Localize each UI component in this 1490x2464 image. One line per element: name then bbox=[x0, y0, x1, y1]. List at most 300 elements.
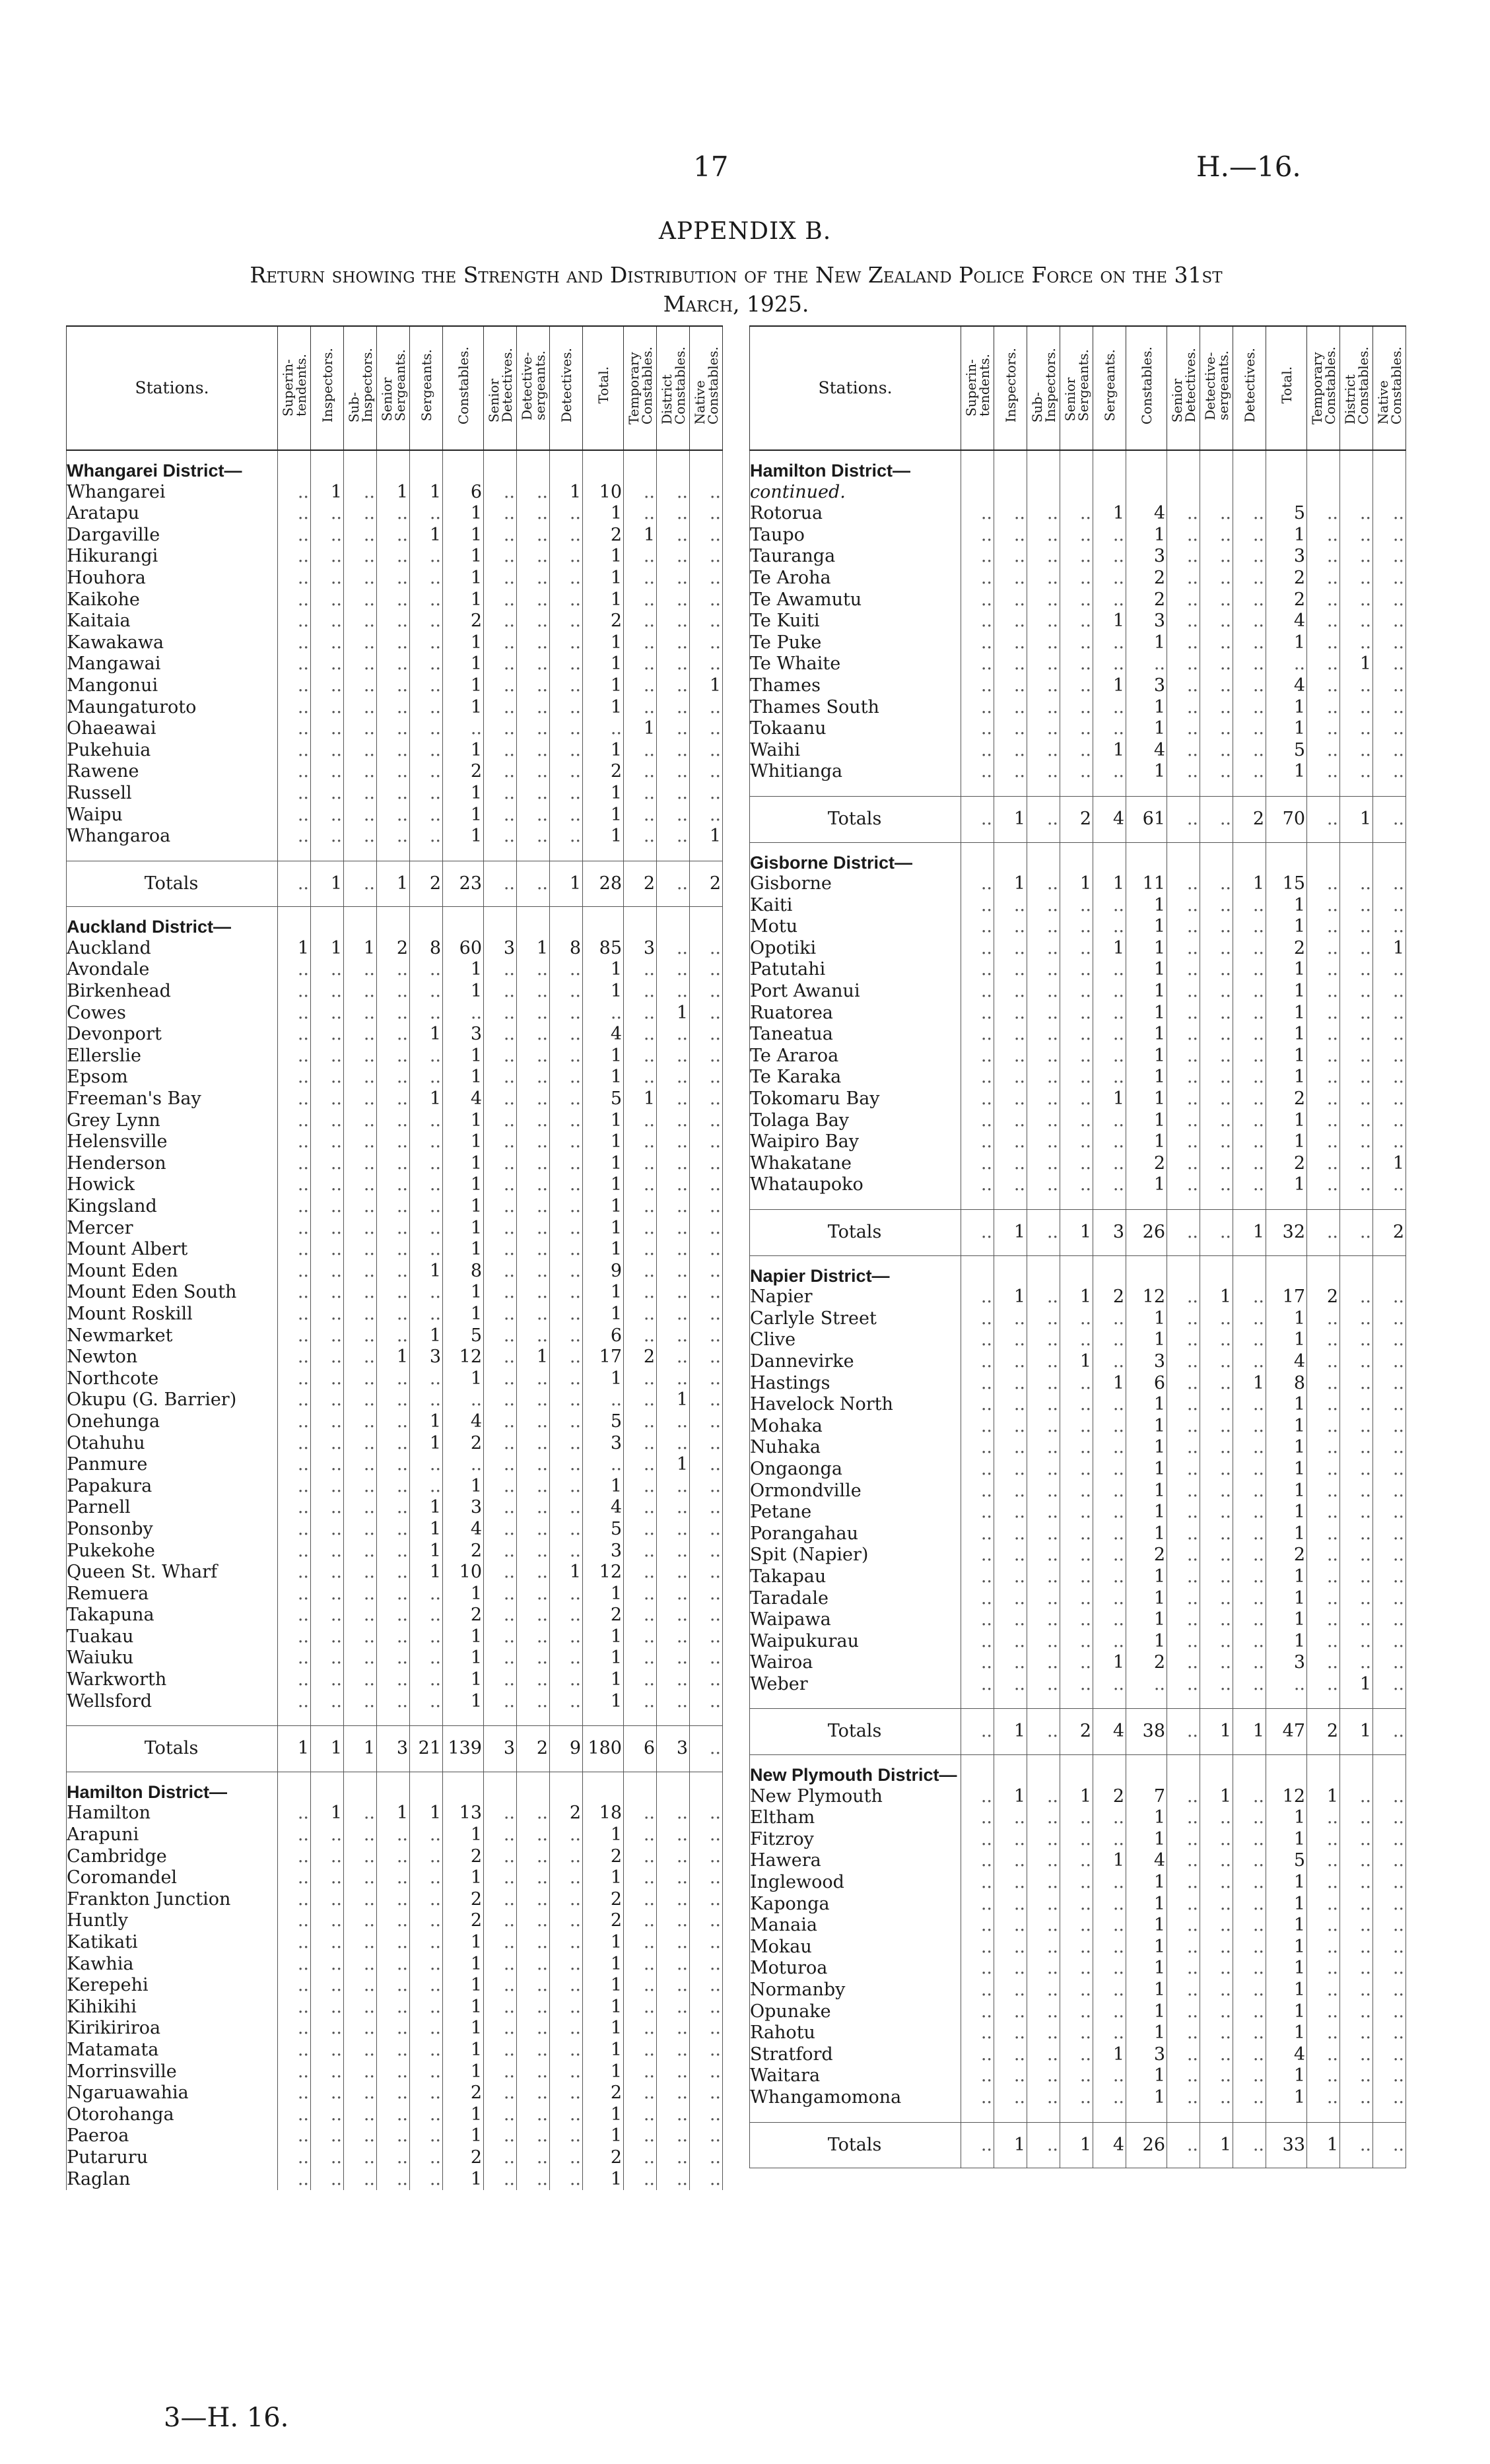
count-cell: 1 bbox=[443, 546, 484, 568]
count-cell: 2 bbox=[443, 1541, 484, 1562]
column-header bbox=[690, 326, 723, 450]
count-cell: .. bbox=[484, 1605, 517, 1626]
count-cell: .. bbox=[690, 2018, 723, 2040]
count-cell: .. bbox=[690, 1997, 723, 2018]
count-cell: .. bbox=[377, 697, 410, 719]
count-cell: 1 bbox=[1093, 740, 1126, 762]
count-cell: .. bbox=[624, 1024, 657, 1046]
count-cell: .. bbox=[1167, 503, 1200, 525]
count-cell: .. bbox=[377, 1153, 410, 1175]
count-cell: .. bbox=[550, 805, 583, 826]
count-cell: .. bbox=[311, 1691, 344, 1713]
count-cell: .. bbox=[624, 1975, 657, 1997]
count-cell: .. bbox=[624, 959, 657, 981]
count-cell: .. bbox=[624, 1824, 657, 1846]
station-name: Whangamomona bbox=[750, 2087, 961, 2109]
count-cell: .. bbox=[311, 1648, 344, 1669]
count-cell: .. bbox=[961, 1210, 994, 1256]
count-cell: .. bbox=[484, 2104, 517, 2126]
count-cell: .. bbox=[1027, 653, 1060, 675]
count-cell: .. bbox=[1233, 611, 1266, 632]
count-cell: .. bbox=[377, 1648, 410, 1669]
count-cell: .. bbox=[278, 1261, 311, 1282]
spacer-cell bbox=[1233, 783, 1266, 797]
count-cell: .. bbox=[690, 1131, 723, 1153]
count-cell: .. bbox=[1200, 1046, 1233, 1067]
station-row bbox=[750, 1566, 1406, 1588]
spacer-cell bbox=[994, 783, 1027, 797]
spacer-cell bbox=[1373, 1196, 1406, 1210]
count-cell: .. bbox=[311, 611, 344, 632]
column-header bbox=[994, 326, 1027, 450]
count-cell: .. bbox=[657, 525, 690, 547]
spacer-cell bbox=[1373, 1695, 1406, 1709]
count-cell: 1 bbox=[1126, 1872, 1167, 1894]
count-cell: .. bbox=[278, 1846, 311, 1868]
count-cell: .. bbox=[1027, 1609, 1060, 1631]
count-cell: .. bbox=[1060, 1131, 1093, 1153]
count-cell bbox=[1200, 1255, 1233, 1286]
count-cell: 1 bbox=[1126, 1807, 1167, 1829]
count-cell: 1 bbox=[1266, 1829, 1307, 1851]
count-cell: .. bbox=[278, 675, 311, 697]
count-cell: .. bbox=[690, 1347, 723, 1368]
count-cell: .. bbox=[994, 1652, 1027, 1674]
count-cell: .. bbox=[961, 1153, 994, 1175]
count-cell: .. bbox=[1060, 1003, 1093, 1024]
count-cell: .. bbox=[1340, 895, 1373, 917]
column-header-label: Sergeants. bbox=[1101, 349, 1118, 422]
count-cell: .. bbox=[690, 1110, 723, 1132]
count-cell: .. bbox=[344, 1476, 377, 1498]
count-cell: .. bbox=[550, 1583, 583, 1605]
count-cell: 2 bbox=[583, 611, 624, 632]
count-cell: .. bbox=[961, 1566, 994, 1588]
count-cell bbox=[1200, 842, 1233, 873]
count-cell: .. bbox=[1167, 1329, 1200, 1351]
count-cell: .. bbox=[1233, 916, 1266, 938]
station-name: Waipu bbox=[67, 805, 278, 826]
count-cell: .. bbox=[410, 1867, 443, 1889]
count-cell bbox=[1126, 482, 1167, 504]
count-cell: .. bbox=[1233, 1894, 1266, 1915]
count-cell: .. bbox=[1307, 1523, 1340, 1545]
count-cell: .. bbox=[1027, 1437, 1060, 1459]
count-cell: .. bbox=[624, 2169, 657, 2191]
count-cell: .. bbox=[311, 1583, 344, 1605]
spacer-cell bbox=[657, 1712, 690, 1726]
count-cell: .. bbox=[278, 718, 311, 740]
count-cell: .. bbox=[311, 1932, 344, 1954]
count-cell: .. bbox=[484, 1131, 517, 1153]
count-cell: .. bbox=[1060, 1174, 1093, 1196]
count-cell: .. bbox=[278, 611, 311, 632]
count-cell: 2 bbox=[1126, 1153, 1167, 1175]
station-row bbox=[67, 2040, 723, 2061]
station-name: Takapau bbox=[750, 1566, 961, 1588]
count-cell: .. bbox=[344, 1910, 377, 1932]
column-header bbox=[1126, 326, 1167, 450]
count-cell: .. bbox=[550, 503, 583, 525]
count-cell bbox=[1060, 450, 1093, 482]
station-row bbox=[750, 1980, 1406, 2001]
count-cell: .. bbox=[377, 1997, 410, 2018]
count-cell: 1 bbox=[517, 938, 550, 960]
count-cell: .. bbox=[1340, 1351, 1373, 1373]
count-cell: 1 bbox=[583, 805, 624, 826]
count-cell: .. bbox=[278, 1347, 311, 1368]
count-cell: .. bbox=[1200, 1459, 1233, 1481]
count-cell: 1 bbox=[443, 1954, 484, 1976]
count-cell: 4 bbox=[1093, 1709, 1126, 1755]
count-cell: .. bbox=[410, 1954, 443, 1976]
count-cell: 4 bbox=[1126, 503, 1167, 525]
count-cell: .. bbox=[1200, 1024, 1233, 1046]
count-cell: .. bbox=[1027, 1003, 1060, 1024]
count-cell: .. bbox=[1093, 1980, 1126, 2001]
count-cell: .. bbox=[690, 718, 723, 740]
station-row bbox=[67, 1519, 723, 1541]
count-cell: .. bbox=[344, 1003, 377, 1024]
count-cell: .. bbox=[994, 1153, 1027, 1175]
count-cell: .. bbox=[484, 1024, 517, 1046]
count-cell: 1 bbox=[1126, 2065, 1167, 2087]
spacer-cell bbox=[1093, 2109, 1126, 2123]
count-cell: .. bbox=[278, 1889, 311, 1911]
count-cell: .. bbox=[410, 589, 443, 611]
count-cell: .. bbox=[690, 1261, 723, 1282]
station-name: Hikurangi bbox=[67, 546, 278, 568]
count-cell: .. bbox=[657, 2040, 690, 2061]
count-cell: .. bbox=[1027, 1046, 1060, 1067]
station-name: Cowes bbox=[67, 1003, 278, 1024]
station-row bbox=[750, 1003, 1406, 1024]
count-cell: .. bbox=[311, 1304, 344, 1325]
count-cell: .. bbox=[550, 1975, 583, 1997]
count-cell: .. bbox=[1093, 1351, 1126, 1373]
count-cell: .. bbox=[1093, 653, 1126, 675]
count-cell: .. bbox=[657, 1218, 690, 1240]
station-row bbox=[750, 1046, 1406, 1067]
count-cell: .. bbox=[550, 1867, 583, 1889]
station-row bbox=[67, 1626, 723, 1648]
count-cell: .. bbox=[484, 1454, 517, 1476]
count-cell: .. bbox=[961, 1545, 994, 1566]
station-row bbox=[67, 1824, 723, 1846]
spacer-cell bbox=[1307, 783, 1340, 797]
count-cell: .. bbox=[657, 653, 690, 675]
count-cell: .. bbox=[410, 1067, 443, 1088]
count-cell: .. bbox=[410, 1583, 443, 1605]
count-cell: .. bbox=[377, 1824, 410, 1846]
count-cell: 1 bbox=[583, 2104, 624, 2126]
count-cell: .. bbox=[278, 1088, 311, 1110]
count-cell: 1 bbox=[443, 805, 484, 826]
count-cell: .. bbox=[690, 1196, 723, 1218]
count-cell: .. bbox=[1307, 1088, 1340, 1110]
column-header-label: Total. bbox=[1278, 366, 1295, 404]
count-cell: .. bbox=[624, 611, 657, 632]
count-cell: .. bbox=[690, 1824, 723, 1846]
station-row bbox=[750, 546, 1406, 568]
count-cell: 1 bbox=[1233, 873, 1266, 895]
count-cell: .. bbox=[410, 1824, 443, 1846]
station-row bbox=[750, 2022, 1406, 2044]
count-cell: .. bbox=[377, 675, 410, 697]
station-row bbox=[67, 761, 723, 783]
count-cell: .. bbox=[344, 2104, 377, 2126]
count-cell: 1 bbox=[1266, 1046, 1307, 1067]
station-name: Mount Eden South bbox=[67, 1282, 278, 1304]
count-cell: 2 bbox=[1307, 1709, 1340, 1755]
count-cell: 1 bbox=[1126, 1110, 1167, 1132]
count-cell: .. bbox=[624, 826, 657, 848]
count-cell: .. bbox=[1373, 2044, 1406, 2066]
count-cell: .. bbox=[1233, 718, 1266, 740]
count-cell: .. bbox=[1167, 873, 1200, 895]
count-cell: 1 bbox=[1266, 2087, 1307, 2109]
count-cell: .. bbox=[690, 1910, 723, 1932]
count-cell: .. bbox=[994, 1394, 1027, 1416]
count-cell: .. bbox=[1307, 1566, 1340, 1588]
count-cell: .. bbox=[377, 1867, 410, 1889]
station-name: Stratford bbox=[750, 2044, 961, 2066]
count-cell: .. bbox=[1233, 1786, 1266, 1808]
count-cell: .. bbox=[624, 1889, 657, 1911]
count-cell: .. bbox=[1373, 1894, 1406, 1915]
station-name: Eltham bbox=[750, 1807, 961, 1829]
count-cell: .. bbox=[1200, 525, 1233, 547]
station-name: Kaiti bbox=[750, 895, 961, 917]
spacer-cell bbox=[1126, 2109, 1167, 2123]
station-name: Gisborne bbox=[750, 873, 961, 895]
station-name: Kirikiriroa bbox=[67, 2018, 278, 2040]
count-cell: .. bbox=[344, 1411, 377, 1433]
spacer-cell bbox=[1373, 2109, 1406, 2123]
count-cell: .. bbox=[624, 1519, 657, 1541]
station-name: Napier bbox=[750, 1286, 961, 1308]
count-cell: 10 bbox=[443, 1562, 484, 1583]
count-cell: .. bbox=[550, 761, 583, 783]
count-cell: .. bbox=[1200, 546, 1233, 568]
station-row bbox=[67, 503, 723, 525]
count-cell: .. bbox=[1060, 1308, 1093, 1330]
count-cell: .. bbox=[657, 1910, 690, 1932]
count-cell: .. bbox=[550, 1110, 583, 1132]
station-row bbox=[750, 1502, 1406, 1523]
count-cell: .. bbox=[517, 1541, 550, 1562]
count-cell: .. bbox=[657, 1997, 690, 2018]
station-row bbox=[67, 1347, 723, 1368]
count-cell: 1 bbox=[994, 1709, 1027, 1755]
count-cell: .. bbox=[484, 2169, 517, 2191]
count-cell: 1 bbox=[994, 796, 1027, 842]
count-cell: 1 bbox=[1126, 1609, 1167, 1631]
count-cell: .. bbox=[484, 2125, 517, 2147]
count-cell: .. bbox=[1307, 1829, 1340, 1851]
count-cell: 3 bbox=[484, 1726, 517, 1772]
count-cell: .. bbox=[1373, 546, 1406, 568]
count-cell: .. bbox=[690, 1389, 723, 1411]
count-cell: .. bbox=[517, 2018, 550, 2040]
count-cell: 1 bbox=[583, 1954, 624, 1976]
count-cell: .. bbox=[657, 1803, 690, 1824]
station-row bbox=[67, 1997, 723, 2018]
count-cell: .. bbox=[278, 525, 311, 547]
station-row bbox=[67, 1153, 723, 1175]
count-cell: .. bbox=[344, 1932, 377, 1954]
count-cell: .. bbox=[377, 783, 410, 805]
count-cell: 1 bbox=[994, 1786, 1027, 1808]
count-cell: .. bbox=[377, 1954, 410, 1976]
count-cell: .. bbox=[1233, 2122, 1266, 2168]
count-cell: .. bbox=[311, 1046, 344, 1067]
station-row bbox=[67, 805, 723, 826]
count-cell: .. bbox=[1027, 1373, 1060, 1395]
count-cell: .. bbox=[1307, 1308, 1340, 1330]
count-cell: .. bbox=[624, 1433, 657, 1455]
station-name: continued. bbox=[750, 482, 961, 504]
count-cell: .. bbox=[1060, 2001, 1093, 2023]
station-row bbox=[750, 740, 1406, 762]
count-cell: 1 bbox=[1126, 938, 1167, 960]
count-cell: 1 bbox=[1266, 1980, 1307, 2001]
count-cell: .. bbox=[1373, 1003, 1406, 1024]
spacer-cell bbox=[1266, 2109, 1307, 2123]
spacer-cell bbox=[1340, 783, 1373, 797]
count-cell bbox=[961, 842, 994, 873]
count-cell: .. bbox=[1307, 740, 1340, 762]
spacer-cell bbox=[1167, 2109, 1200, 2123]
count-cell: .. bbox=[311, 740, 344, 762]
count-cell: .. bbox=[994, 1110, 1027, 1132]
count-cell: .. bbox=[1373, 1088, 1406, 1110]
count-cell: 1 bbox=[1126, 1329, 1167, 1351]
count-cell: .. bbox=[657, 1153, 690, 1175]
count-cell: .. bbox=[344, 1368, 377, 1390]
count-cell: .. bbox=[1233, 740, 1266, 762]
station-row bbox=[750, 1850, 1406, 1872]
return-title bbox=[59, 261, 1413, 319]
count-cell: .. bbox=[1307, 1674, 1340, 1696]
count-cell: .. bbox=[657, 1325, 690, 1347]
count-cell: .. bbox=[1340, 2001, 1373, 2023]
count-cell: 1 bbox=[443, 675, 484, 697]
station-name: Mount Albert bbox=[67, 1239, 278, 1261]
count-cell: 3 bbox=[583, 1541, 624, 1562]
count-cell: .. bbox=[657, 1691, 690, 1713]
count-cell: 1 bbox=[1266, 1131, 1307, 1153]
count-cell bbox=[410, 907, 443, 938]
count-cell: .. bbox=[1307, 1067, 1340, 1088]
count-cell: .. bbox=[961, 1652, 994, 1674]
count-cell: .. bbox=[377, 1910, 410, 1932]
count-cell: .. bbox=[344, 1562, 377, 1583]
count-cell: .. bbox=[410, 1691, 443, 1713]
station-row bbox=[750, 718, 1406, 740]
count-cell: .. bbox=[517, 2040, 550, 2061]
count-cell: .. bbox=[961, 1088, 994, 1110]
count-cell: 4 bbox=[443, 1411, 484, 1433]
count-cell: .. bbox=[517, 2125, 550, 2147]
station-name: Cambridge bbox=[67, 1846, 278, 1868]
count-cell bbox=[1093, 1255, 1126, 1286]
count-cell: .. bbox=[517, 1867, 550, 1889]
count-cell: 1 bbox=[583, 2040, 624, 2061]
count-cell: .. bbox=[1027, 740, 1060, 762]
count-cell: .. bbox=[657, 1131, 690, 1153]
count-cell: .. bbox=[344, 1583, 377, 1605]
count-cell: 26 bbox=[1126, 1210, 1167, 1256]
count-cell: .. bbox=[994, 1046, 1027, 1067]
count-cell: .. bbox=[1233, 1523, 1266, 1545]
count-cell: .. bbox=[278, 1824, 311, 1846]
station-row bbox=[67, 675, 723, 697]
count-cell: .. bbox=[657, 1583, 690, 1605]
count-cell: .. bbox=[657, 1824, 690, 1846]
station-row bbox=[67, 1846, 723, 1868]
count-cell bbox=[961, 1255, 994, 1286]
count-cell: .. bbox=[278, 1433, 311, 1455]
count-cell: .. bbox=[1060, 1416, 1093, 1438]
count-cell: .. bbox=[550, 1910, 583, 1932]
count-cell: .. bbox=[311, 2040, 344, 2061]
count-cell: .. bbox=[657, 1088, 690, 1110]
count-cell: 12 bbox=[583, 1562, 624, 1583]
count-cell: .. bbox=[278, 1669, 311, 1691]
count-cell: 4 bbox=[443, 1519, 484, 1541]
count-cell: .. bbox=[1233, 1067, 1266, 1088]
count-cell: .. bbox=[278, 1497, 311, 1519]
count-cell bbox=[994, 450, 1027, 482]
count-cell: 1 bbox=[1126, 1502, 1167, 1523]
count-cell: .. bbox=[624, 1239, 657, 1261]
count-cell: .. bbox=[1307, 546, 1340, 568]
count-cell: 13 bbox=[443, 1803, 484, 1824]
count-cell: .. bbox=[657, 1932, 690, 1954]
count-cell: .. bbox=[1060, 653, 1093, 675]
count-cell: .. bbox=[517, 826, 550, 848]
count-cell: .. bbox=[690, 1846, 723, 1868]
count-cell: 3 bbox=[583, 1433, 624, 1455]
station-name: Huntly bbox=[67, 1910, 278, 1932]
count-cell: 1 bbox=[344, 1726, 377, 1772]
station-name: Howick bbox=[67, 1174, 278, 1196]
count-cell: 1 bbox=[583, 1932, 624, 1954]
count-cell: .. bbox=[517, 1803, 550, 1824]
count-cell: .. bbox=[994, 1459, 1027, 1481]
count-cell: .. bbox=[550, 1954, 583, 1976]
column-header-label: Native Constables. bbox=[691, 346, 721, 424]
count-cell: .. bbox=[1093, 1545, 1126, 1566]
count-cell: .. bbox=[1060, 1046, 1093, 1067]
count-cell: .. bbox=[344, 1218, 377, 1240]
column-header-label: Senior Sergeants. bbox=[1062, 349, 1091, 422]
count-cell: .. bbox=[550, 2061, 583, 2083]
count-cell: .. bbox=[1167, 718, 1200, 740]
count-cell: .. bbox=[1307, 1631, 1340, 1653]
station-row bbox=[750, 873, 1406, 895]
count-cell: .. bbox=[994, 1067, 1027, 1088]
count-cell: .. bbox=[1373, 2087, 1406, 2109]
count-cell: .. bbox=[1233, 653, 1266, 675]
count-cell: 1 bbox=[624, 525, 657, 547]
count-cell: 4 bbox=[1266, 2044, 1307, 2066]
count-cell: .. bbox=[1373, 1286, 1406, 1308]
count-cell: .. bbox=[410, 1218, 443, 1240]
count-cell: .. bbox=[311, 2018, 344, 2040]
count-cell: .. bbox=[1027, 1807, 1060, 1829]
